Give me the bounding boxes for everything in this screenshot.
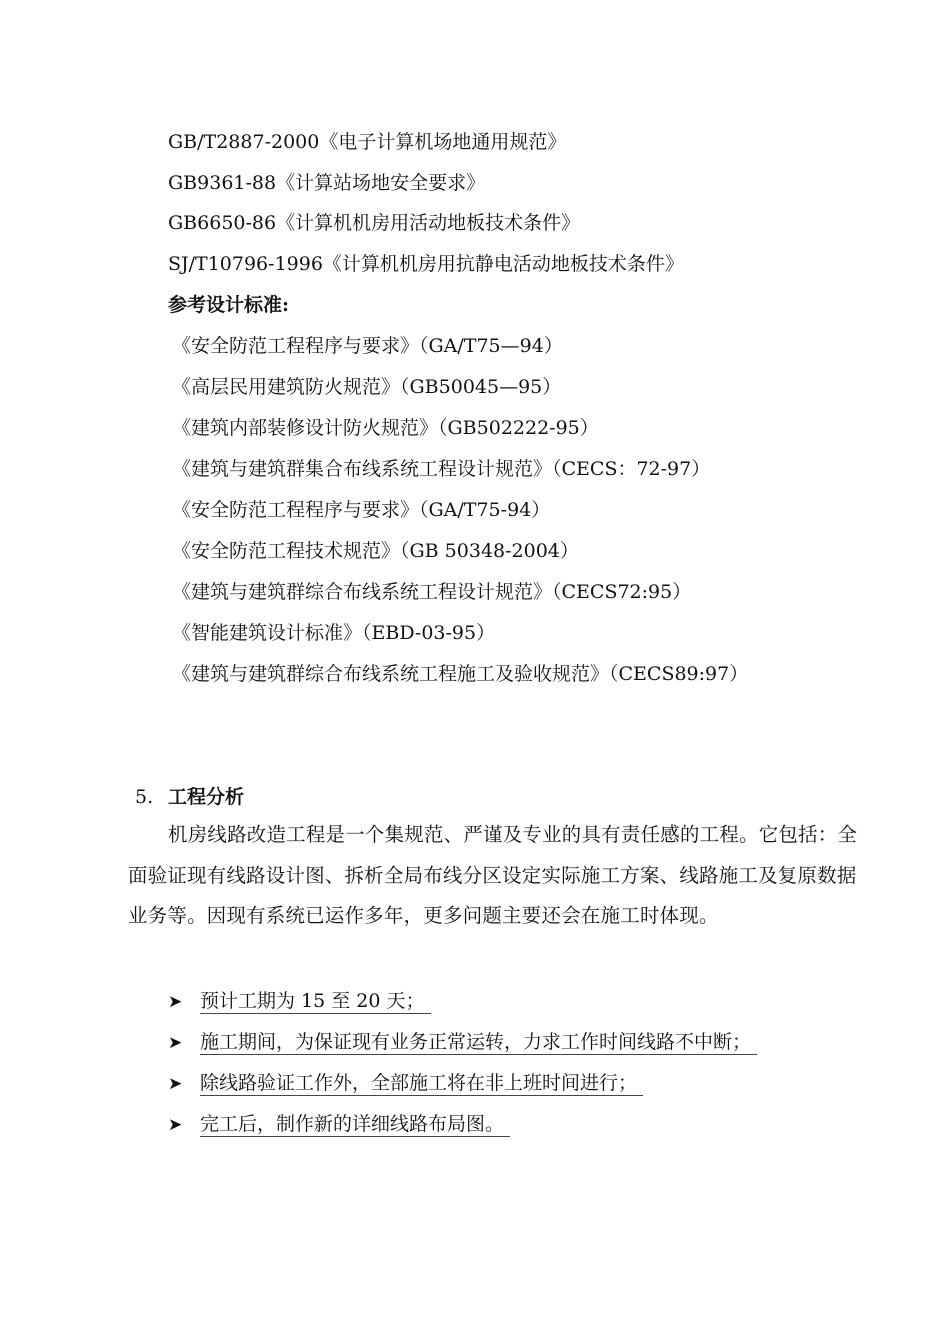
bullet-text: 完工后，制作新的详细线路布局图。 <box>200 1113 510 1137</box>
ref-standard-item: 《建筑与建筑群集合布线系统工程设计规范》（CECS：72-97） <box>172 458 711 480</box>
ref-standard-item: 《智能建筑设计标准》（EBD-03-95） <box>172 622 496 644</box>
ref-standard-item: 《安全防范工程程序与要求》（GA/T75-94） <box>172 499 551 521</box>
bullet-text: 除线路验证工作外，全部施工将在非上班时间进行； <box>200 1072 643 1096</box>
section-number: 5. <box>135 786 154 808</box>
bullet-item <box>168 1111 510 1138</box>
arrow-right-icon: ➤ <box>168 1115 183 1135</box>
bullet-text: 预计工期为 15 至 20 天； <box>200 990 431 1014</box>
ref-standard-item: 《建筑与建筑群综合布线系统工程设计规范》（CECS72:95） <box>172 581 692 603</box>
section-title: 工程分析 <box>168 786 245 808</box>
ref-standard-item: 《高层民用建筑防火规范》（GB50045—95） <box>172 376 562 398</box>
section-paragraph: 机房线路改造工程是一个集规范、严谨及专业的具有责任感的工程。它包括：全面验证现有线路设计图、拆析全局布线分区设定实际施工方案、线路施工及复原数据业务等。因现有系统已运作多年，更多问题主要还会在施工时体现。 <box>128 823 858 927</box>
ref-standards-heading: 参考设计标准: <box>168 294 290 316</box>
standard-item: GB9361-88《计算站场地安全要求》 <box>168 172 486 194</box>
arrow-right-icon: ➤ <box>168 1074 183 1094</box>
bullet-item <box>168 1070 643 1097</box>
bullet-item <box>168 1029 757 1056</box>
arrow-right-icon: ➤ <box>168 1033 183 1053</box>
bullet-item <box>168 988 431 1015</box>
ref-standard-item: 《安全防范工程程序与要求》（GA/T75—94） <box>172 335 563 357</box>
bullet-text: 施工期间，为保证现有业务正常运转，力求工作时间线路不中断； <box>200 1031 757 1055</box>
ref-standard-item: 《安全防范工程技术规范》（GB 50348-2004） <box>172 540 579 562</box>
ref-standard-item: 《建筑与建筑群综合布线系统工程施工及验收规范》（CECS89:97） <box>172 663 749 685</box>
standard-item: GB6650-86《计算机机房用活动地板技术条件》 <box>168 212 581 234</box>
arrow-right-icon: ➤ <box>168 992 183 1012</box>
ref-standard-item: 《建筑内部装修设计防火规范》（GB502222-95） <box>172 417 599 439</box>
standard-item: SJ/T10796-1996《计算机机房用抗静电活动地板技术条件》 <box>168 253 684 275</box>
standard-item: GB/T2887-2000《电子计算机场地通用规范》 <box>168 131 567 153</box>
